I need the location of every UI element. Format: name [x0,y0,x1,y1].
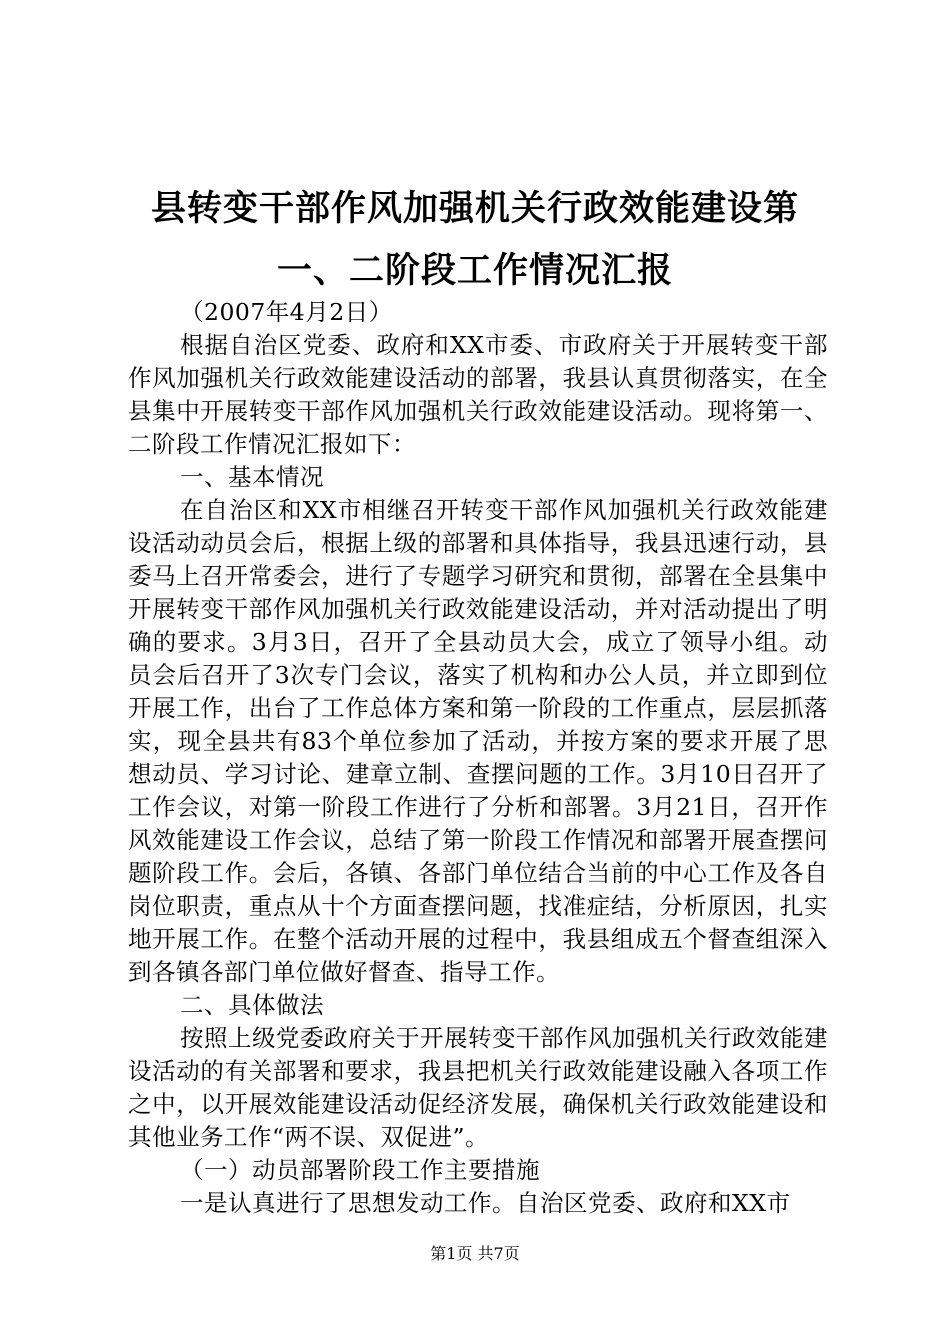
section-heading-methods: 二、具体做法 [180,991,324,1019]
paragraph-intro: 根据自治区党委、政府和XX市委、市政府关于开展转变干部作风加强机关行政效能建设活动的部署，我县认真贯彻落实，在全县集中开展转变干部作风加强机关行政效能建设活动。现将第一、二阶段工作情况汇报如下： [128,331,828,458]
document-body [128,296,828,1220]
paragraph-measures: 一是认真进行了思想发动工作。自治区党委、政府和XX市 [180,1189,791,1217]
paragraph-methods: 按照上级党委政府关于开展转变干部作风加强机关行政效能建设活动的有关部署和要求，我县把机关行政效能建设融入各项工作之中，以开展效能建设活动促经济发展，确保机关行政效能建设和其他业务工作“两不误、双促进”。 [128,1024,828,1151]
page-footer: 第1页 共7页 [430,1244,520,1263]
subsection-heading: （一）动员部署阶段工作主要措施 [180,1156,540,1184]
date-line: （2007年4月2日） [180,298,393,326]
paragraph-basic: 在自治区和XX市相继召开转变干部作风加强机关行政效能建设活动动员会后，根据上级的部署和具体指导，我县迅速行动，县委马上召开常委会，进行了专题学习研究和贯彻，部署在全县集中开展转变干部作风加强机关行政效能建设活动，并对活动提出了明确的要求。3月3日，召开了全县动员大会，成立了领导小组。动员会后召开了3次专门会议，落实了机构和办公人员，并立即到位开展工作，出台了工作总体方案和第一阶段的工作重点，层层抓落实，现全县共有83个单位参加了活动，并按方案的要求开展了思想动员、学习讨论、建章立制、查摆问题的工作。3月10日召开了工作会议，对第一阶段工作进行了分析和部署。3月21日，召开作风效能建设工作会议，总结了第一阶段工作情况和部署开展查摆问题阶段工作。会后，各镇、各部门单位结合当前的中心工作及各自岗位职责，重点从十个方面查摆问题，找准症结，分析原因，扎实地开展工作。在整个活动开展的过程中，我县组成五个督查组深入到各镇各部门单位做好督查、指导工作。 [128,496,828,986]
section-heading-basic: 一、基本情况 [180,463,324,491]
document-title: 县转变干部作风加强机关行政效能建设第一、二阶段工作情况汇报 [150,189,799,291]
